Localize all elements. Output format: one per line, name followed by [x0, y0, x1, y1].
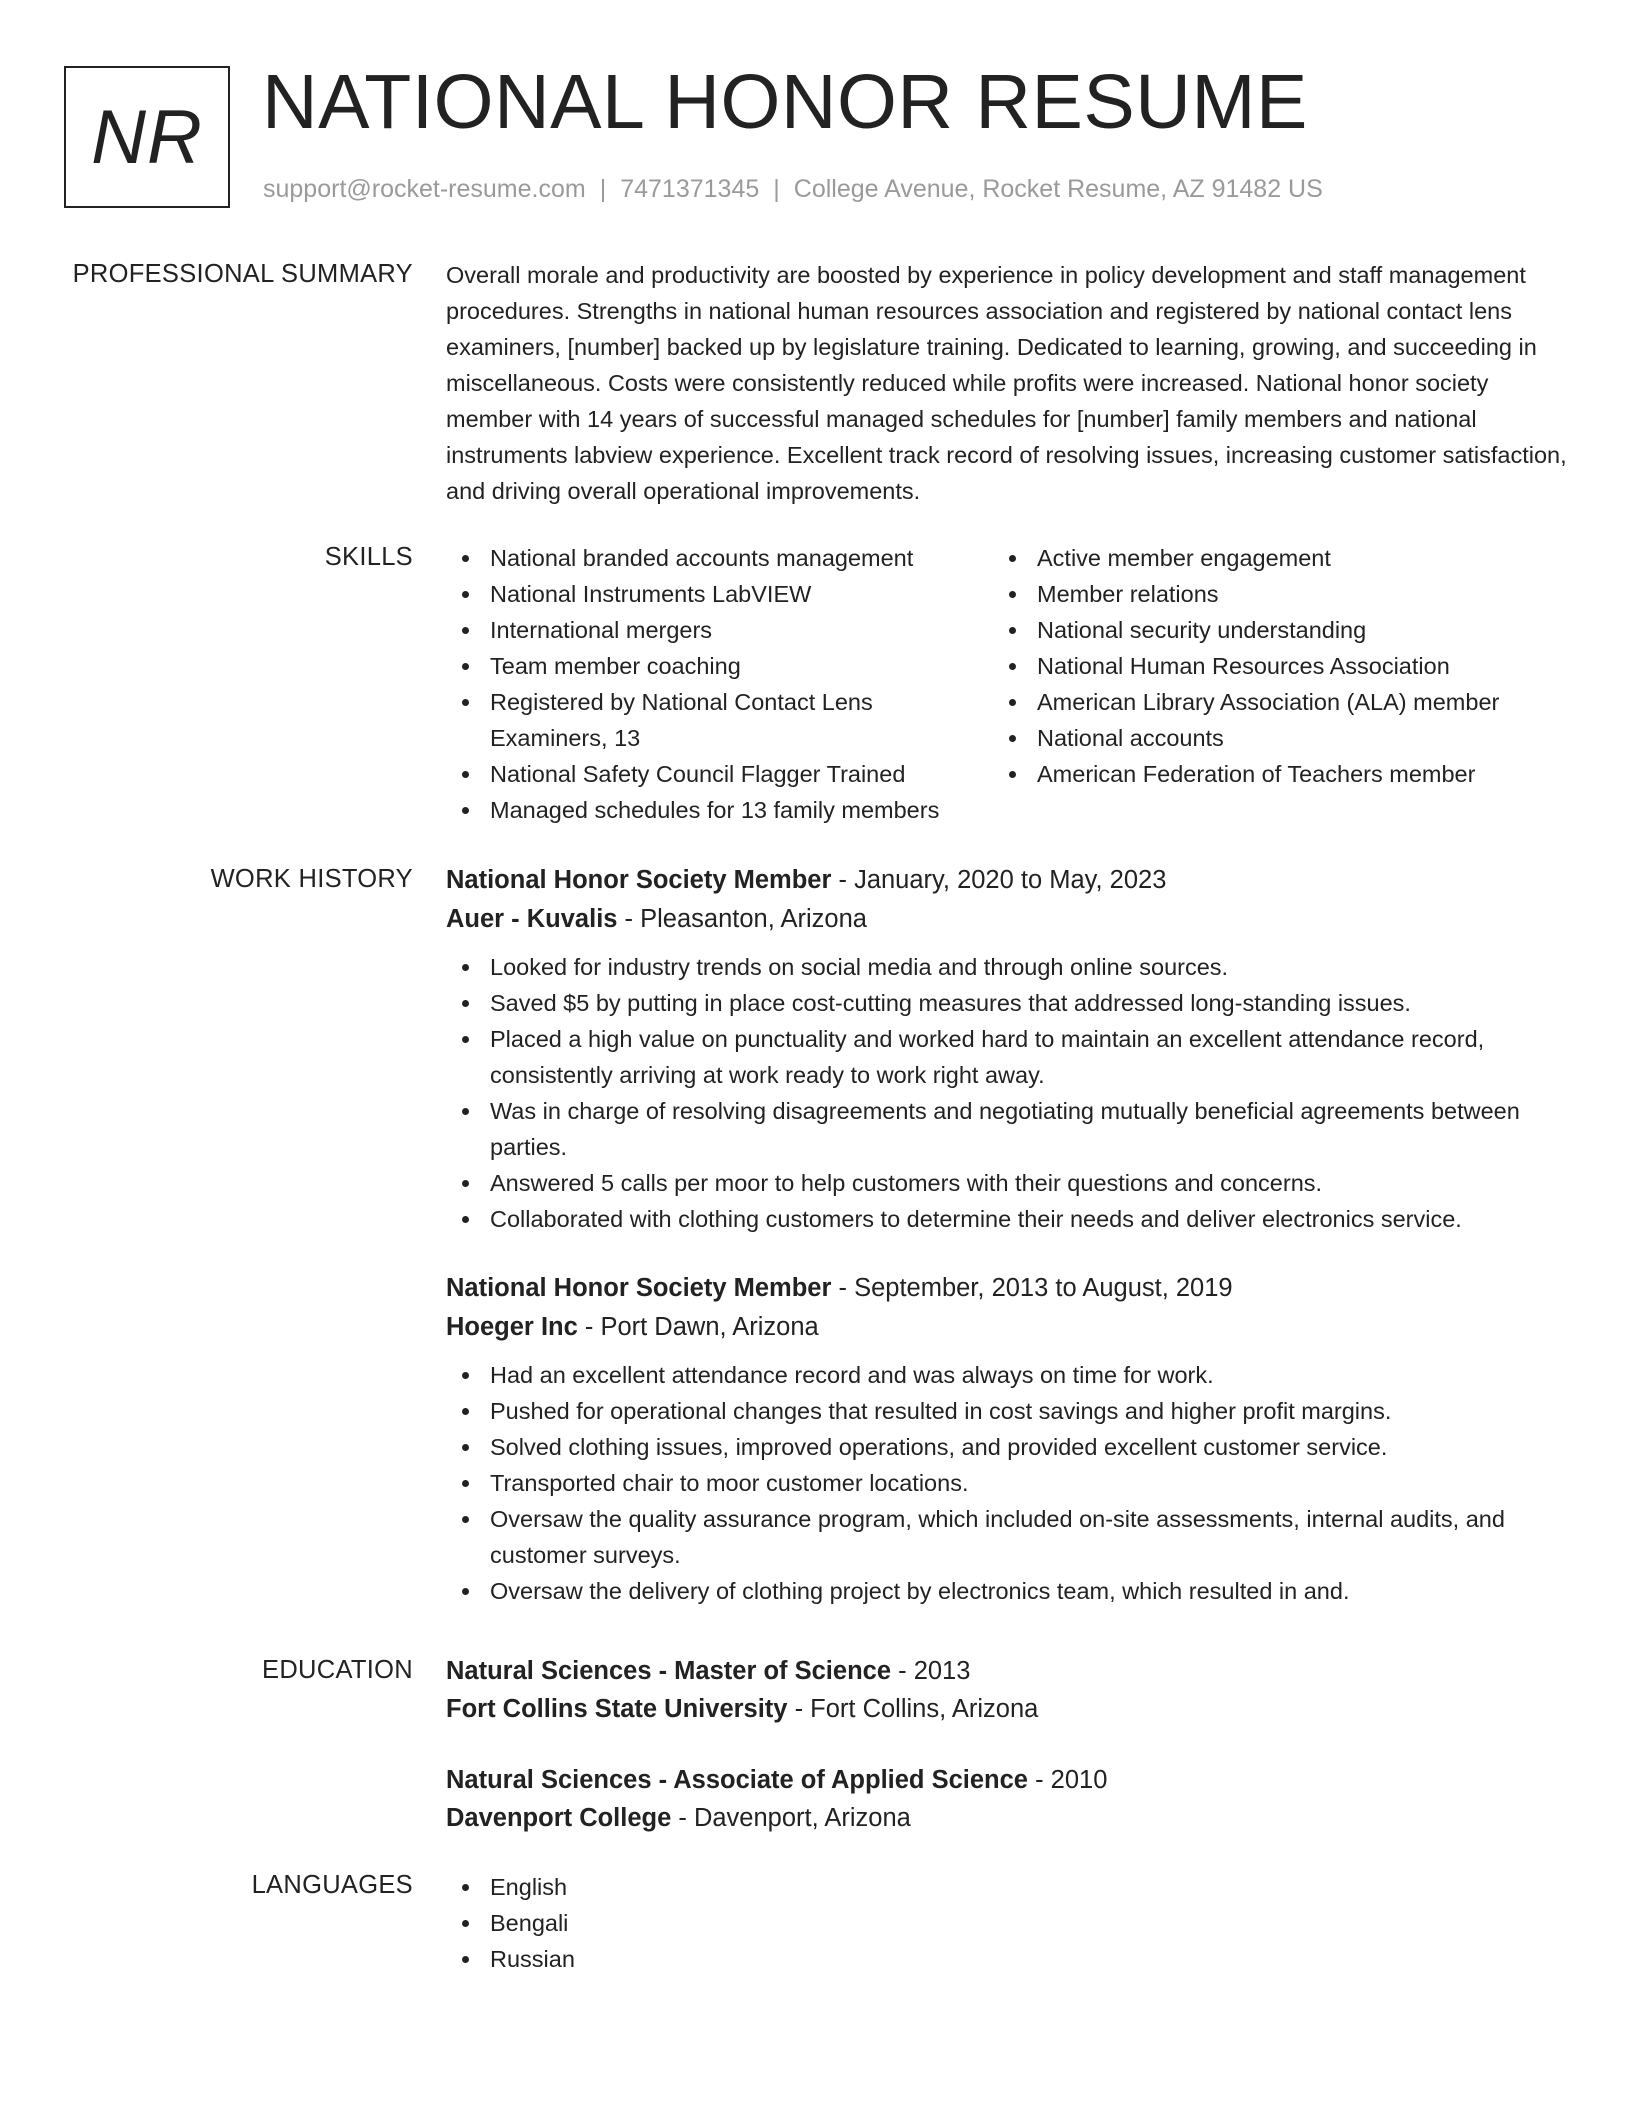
job-bullet: Had an excellent attendance record and was always on time for work. — [446, 1357, 1576, 1393]
skill-item: American Library Association (ALA) member — [993, 684, 1553, 720]
school-location: - Fort Collins, Arizona — [787, 1695, 1039, 1723]
section-label-skills: SKILLS — [324, 543, 413, 571]
school-name: Fort Collins State University — [446, 1695, 788, 1723]
summary-text: Overall morale and productivity are boosted by experience in policy development and staff management procedures. Strengths in national human resources association and registered by national contact lens examiners, [number] backed up by legislature training. Dedicated to learning, growing, and succeeding in miscellaneous. Costs were consistently reduced while profits were increased. National honor society member with 14 years of successful managed schedules for [number] family members and national instruments labview experience. Excellent track record of resolving issues, increasing customer satisfaction, and driving overall operational improvements. — [446, 262, 1567, 504]
job-bullet: Oversaw the delivery of clothing project by electronics team, which resulted in and. — [446, 1573, 1576, 1609]
monogram-box — [64, 66, 230, 208]
skill-item: National security understanding — [993, 612, 1553, 648]
job-title: National Honor Society Member — [446, 866, 832, 894]
job-entry — [446, 861, 1576, 1237]
job-bullet: Collaborated with clothing customers to determine their needs and deliver electronics service. — [446, 1201, 1576, 1237]
job-company-line — [446, 1308, 1576, 1347]
skill-item: International mergers — [446, 612, 993, 648]
school-line — [446, 1799, 1576, 1837]
skill-item: National branded accounts management — [446, 540, 993, 576]
job-bullet: Answered 5 calls per moor to help customers with their questions and concerns. — [446, 1165, 1576, 1201]
section-label-languages: LANGUAGES — [251, 1871, 413, 1899]
degree-name: Natural Sciences - Master of Science — [446, 1657, 892, 1685]
education-body — [446, 1652, 1576, 1837]
job-bullet: Was in charge of resolving disagreements and negotiating mutually beneficial agreements between parties. — [446, 1093, 1576, 1165]
job-location: - Port Dawn, Arizona — [577, 1313, 819, 1341]
contact-separator: | — [773, 175, 780, 203]
job-bullet-list — [446, 949, 1576, 1237]
skill-item: Managed schedules for 13 family members — [446, 792, 993, 828]
skill-item: American Federation of Teachers member — [993, 756, 1553, 792]
job-dates: - January, 2020 to May, 2023 — [831, 866, 1167, 894]
school-location: - Davenport, Arizona — [671, 1804, 911, 1832]
monogram-initials: NR — [91, 94, 203, 180]
degree-name: Natural Sciences - Associate of Applied Science — [446, 1766, 1028, 1794]
section-label-work-history: WORK HISTORY — [210, 865, 413, 893]
job-bullet-list — [446, 1357, 1576, 1609]
degree-line — [446, 1652, 1576, 1690]
skills-body — [446, 540, 1576, 828]
job-bullet: Solved clothing issues, improved operations, and provided excellent customer service. — [446, 1429, 1576, 1465]
job-title-line — [446, 861, 1576, 900]
skill-item: Team member coaching — [446, 648, 993, 684]
job-bullet: Oversaw the quality assurance program, which included on-site assessments, internal audits, and customer surveys. — [446, 1501, 1576, 1573]
degree-year: - 2010 — [1027, 1766, 1108, 1794]
languages-body — [446, 1869, 1576, 1977]
job-bullet: Transported chair to moor customer locations. — [446, 1465, 1576, 1501]
contact-separator: | — [599, 175, 607, 203]
skills-list-right — [993, 540, 1553, 828]
job-bullet: Placed a high value on punctuality and worked hard to maintain an excellent attendance record, consistently arriving at work ready to work right away. — [446, 1021, 1576, 1093]
skills-list-left — [446, 540, 993, 828]
job-location: - Pleasanton, Arizona — [617, 905, 867, 933]
skills-columns — [446, 540, 1576, 828]
work-history-body — [446, 861, 1576, 1609]
section-label-education: EDUCATION — [262, 1656, 413, 1684]
job-company: Auer - Kuvalis — [446, 905, 618, 933]
education-entry — [446, 1652, 1576, 1728]
school-name: Davenport College — [446, 1804, 672, 1832]
job-title: National Honor Society Member — [446, 1274, 832, 1302]
language-item: Russian — [446, 1941, 1576, 1977]
contact-phone: 7471371345 — [620, 175, 760, 203]
job-entry — [446, 1269, 1576, 1609]
contact-address: College Avenue, Rocket Resume, AZ 91482 US — [793, 175, 1323, 203]
degree-year: - 2013 — [891, 1657, 971, 1685]
contact-email: support@rocket-resume.com — [263, 175, 586, 203]
contact-line — [263, 175, 1323, 204]
language-item: English — [446, 1869, 1576, 1905]
job-company: Hoeger Inc — [446, 1313, 578, 1341]
skill-item: Active member engagement — [993, 540, 1553, 576]
skill-item: National accounts — [993, 720, 1553, 756]
education-entry — [446, 1761, 1576, 1837]
skill-item: National Human Resources Association — [993, 648, 1553, 684]
languages-list — [446, 1869, 1576, 1977]
job-bullet: Looked for industry trends on social media and through online sources. — [446, 949, 1576, 985]
skill-item: National Safety Council Flagger Trained — [446, 756, 993, 792]
degree-line — [446, 1761, 1576, 1799]
language-item: Bengali — [446, 1905, 1576, 1941]
skill-item: Registered by National Contact Lens Examiners, 13 — [446, 684, 993, 756]
section-label-summary: PROFESSIONAL SUMMARY — [72, 260, 413, 288]
job-title-line — [446, 1269, 1576, 1308]
resume-name: NATIONAL HONOR RESUME — [262, 59, 1308, 145]
job-bullet: Saved $5 by putting in place cost-cutting measures that addressed long-standing issues. — [446, 985, 1576, 1021]
skill-item: National Instruments LabVIEW — [446, 576, 993, 612]
school-line — [446, 1690, 1576, 1728]
job-company-line — [446, 900, 1576, 939]
job-bullet: Pushed for operational changes that resulted in cost savings and higher profit margins. — [446, 1393, 1576, 1429]
job-dates: - September, 2013 to August, 2019 — [831, 1274, 1233, 1302]
skill-item: Member relations — [993, 576, 1553, 612]
